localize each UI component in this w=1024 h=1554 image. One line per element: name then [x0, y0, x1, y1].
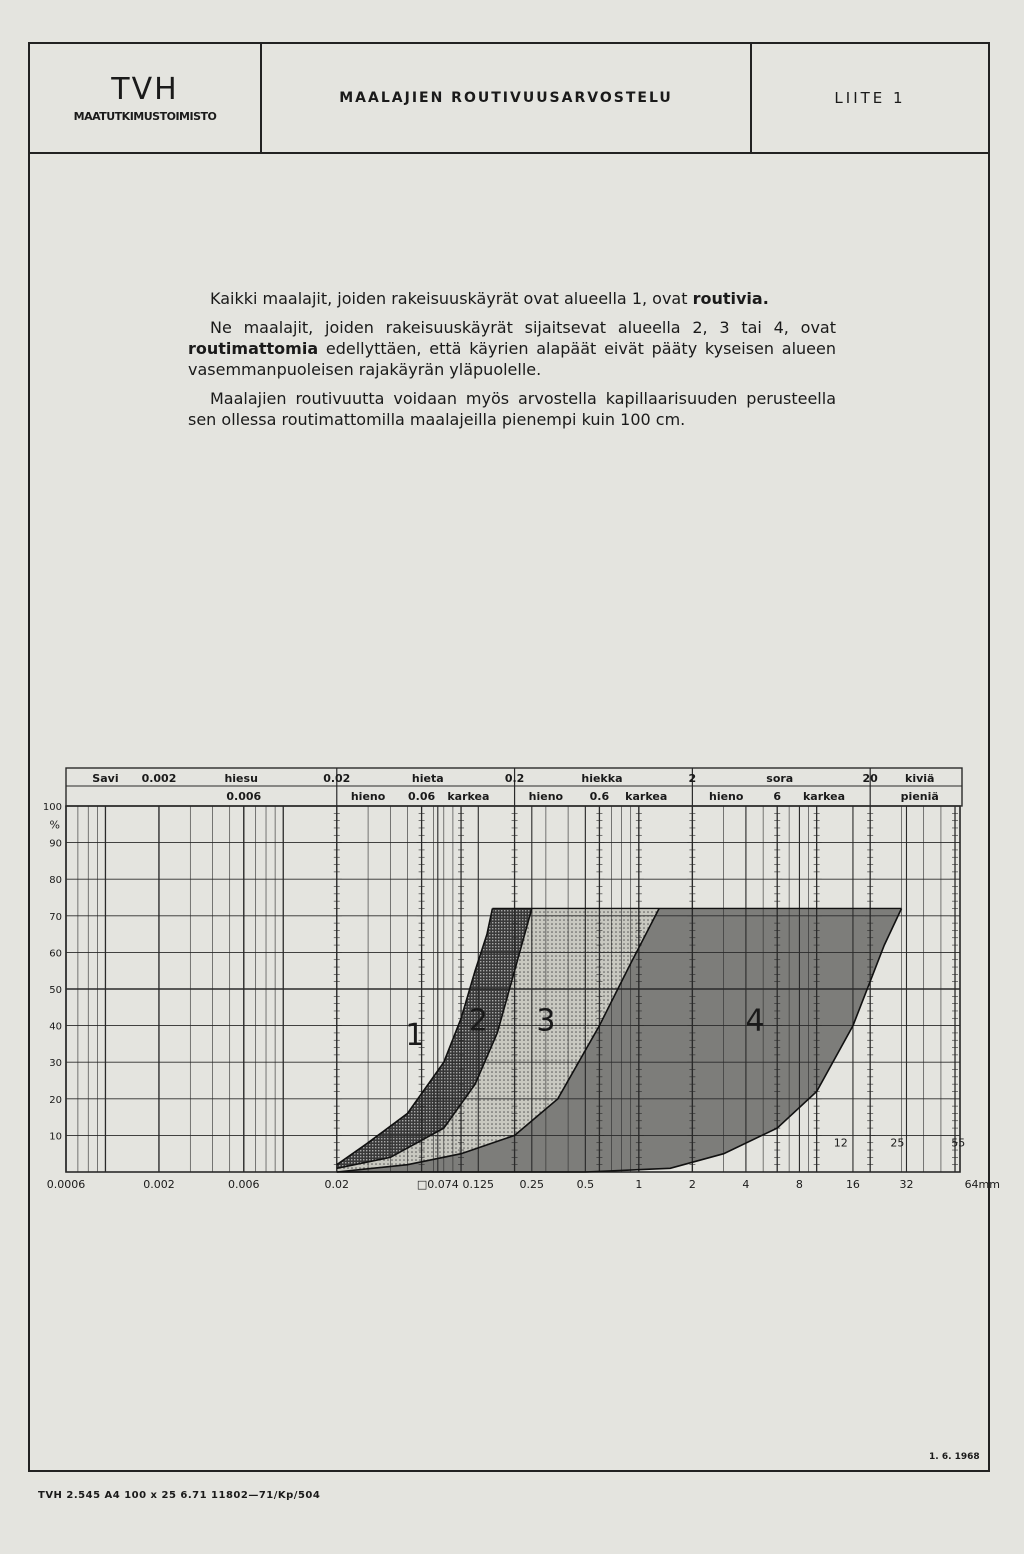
- class-row1-label: 2: [688, 772, 697, 785]
- y-tick-label: 90: [49, 838, 62, 850]
- x-tick-label: 0.125: [462, 1178, 495, 1191]
- y-tick-label: 100: [42, 802, 62, 813]
- document-title: MAALAJIEN ROUTIVUUSARVOSTELU: [339, 90, 673, 106]
- class-row2-label: 0.6: [589, 790, 610, 803]
- grain-size-chart: [30, 766, 1005, 1206]
- document-sheet: [28, 42, 990, 1472]
- x-tick-label: 0.25: [519, 1178, 545, 1191]
- org-abbreviation: TVH: [111, 72, 179, 107]
- class-row1-label: hiekka: [581, 772, 623, 785]
- x-tick-label: 16: [845, 1178, 860, 1191]
- footer-print-code: TVH 2.545 A4 100 x 25 6.71 11802—71/Kp/504: [38, 1490, 321, 1501]
- header-appendix-cell: [752, 44, 988, 152]
- y-unit-label: %: [49, 818, 60, 832]
- area-label-4: 4: [745, 1003, 765, 1039]
- area-label-1: 1: [405, 1017, 425, 1053]
- class-row2-label: karkea: [802, 790, 846, 803]
- inner-label-25: 25: [890, 1136, 905, 1150]
- class-row1-label: sora: [766, 772, 794, 785]
- class-row1-label: 20: [862, 772, 878, 785]
- class-row2-label: hieno: [528, 790, 564, 803]
- paragraph-1-bold: routivia.: [692, 289, 769, 308]
- x-tick-label: 2: [688, 1178, 696, 1191]
- class-row2-label: karkea: [625, 790, 668, 803]
- header-title-cell: [262, 44, 752, 152]
- paragraph-1-text: Kaikki maalajit, joiden rakeisuuskäyrät ovat alueella 1, ovat: [210, 289, 693, 308]
- y-tick-label: 40: [49, 1021, 62, 1033]
- inner-label-12: 12: [833, 1136, 848, 1150]
- x-tick-label: 0.0006: [46, 1178, 86, 1191]
- class-row2-label: karkea: [447, 790, 490, 803]
- y-tick-label: 10: [49, 1131, 62, 1143]
- x-tick-label: 64mm: [964, 1178, 1000, 1191]
- class-row2-label: pieniä: [900, 790, 939, 803]
- header-table: [30, 44, 988, 154]
- class-row2-label: 6: [773, 790, 782, 803]
- header-org-cell: [30, 44, 262, 152]
- description-text: [188, 288, 836, 438]
- org-name: MAATUTKIMUSTOIMISTO: [73, 110, 217, 123]
- class-row2-label: hieno: [708, 790, 744, 803]
- x-tick-label: 0.5: [576, 1178, 595, 1191]
- paragraph-1: [188, 288, 836, 309]
- inner-label-55: 55: [951, 1136, 966, 1150]
- x-tick-label: □0.074: [416, 1178, 459, 1191]
- class-row1-label: Savi: [92, 772, 119, 785]
- x-tick-label: 0.002: [143, 1178, 175, 1191]
- x-tick-label: 0.006: [228, 1178, 260, 1191]
- x-tick-label: 0.02: [324, 1178, 350, 1191]
- y-tick-label: 30: [49, 1058, 62, 1070]
- class-row1-label: 0.2: [504, 772, 525, 785]
- y-tick-label: 70: [49, 911, 62, 923]
- x-tick-label: 1: [635, 1178, 643, 1191]
- area-label-3: 3: [536, 1003, 556, 1039]
- paragraph-2: [188, 317, 836, 380]
- y-tick-label: 20: [49, 1094, 62, 1106]
- y-tick-label: 60: [49, 948, 62, 960]
- x-tick-label: 32: [899, 1178, 914, 1191]
- appendix-label: LIITE 1: [834, 89, 906, 107]
- area-label-2: 2: [468, 1003, 488, 1039]
- class-row1-label: hieta: [411, 772, 444, 785]
- class-row1-label: 0.02: [323, 772, 351, 785]
- footer-date: 1. 6. 1968: [929, 1452, 980, 1462]
- paragraph-2-text-a: Ne maalajit, joiden rakeisuuskäyrät sijaitsevat alueella 2, 3 tai 4, ovat: [210, 318, 836, 337]
- class-row1-label: 0.002: [141, 772, 177, 785]
- x-tick-label: 4: [742, 1178, 750, 1191]
- y-tick-label: 50: [49, 985, 62, 996]
- y-tick-label: 80: [49, 875, 62, 887]
- class-row2-label: 0.006: [226, 790, 262, 803]
- paragraph-3-text: Maalajien routivuutta voidaan myös arvostella kapillaarisuuden perusteella sen ollessa routimattomilla maalajeilla pienempi kuin 100 cm.: [188, 389, 836, 429]
- class-row1-label: hiesu: [224, 772, 258, 785]
- x-tick-label: 8: [795, 1178, 803, 1191]
- class-row2-label: hieno: [350, 790, 386, 803]
- paragraph-3: [188, 388, 836, 430]
- paragraph-2-bold: routimattomia: [188, 339, 319, 358]
- class-row1-label: kiviä: [905, 772, 935, 785]
- paragraph-2-text-b: edellyttäen, että käyrien alapäät eivät pääty kyseisen alueen vasemmanpuoleisen rajakäyrän yläpuolelle.: [188, 339, 836, 379]
- class-row2-label: 0.06: [408, 790, 436, 803]
